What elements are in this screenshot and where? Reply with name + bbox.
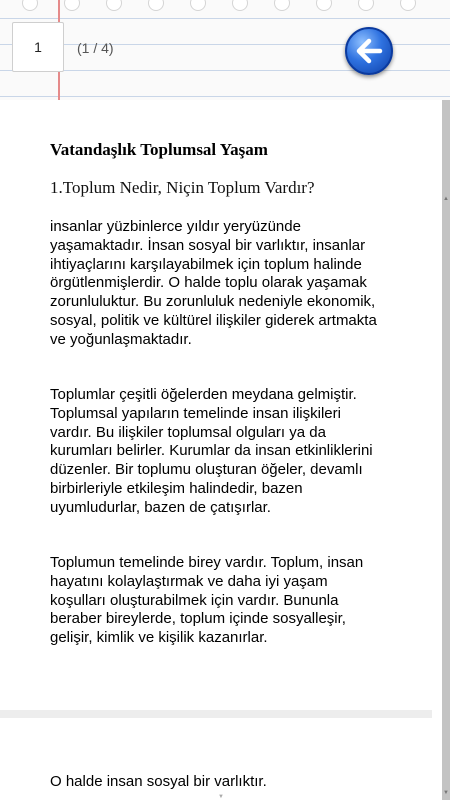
page-divider — [0, 710, 432, 718]
binder-ring-icon — [64, 0, 80, 11]
binder-ring-icon — [106, 0, 122, 11]
notebook-line — [0, 96, 450, 97]
page-number-box[interactable]: 1 — [12, 22, 64, 72]
section-heading: 1.Toplum Nedir, Niçin Toplum Vardır? — [50, 178, 315, 197]
scroll-down-icon[interactable]: ▼ — [443, 790, 449, 796]
paragraph: Toplumlar çeşitli öğelerden meydana gelmiştir. Toplumsal yapıların temelinde insan ilişkileri vardır. Bu ilişkiler toplumsal olguları ya da kurumları belirler. Kurumlar da insan etkinliklerini düzenler. Bir toplumu oluşturan öğeler, devamlı birbirleriyle etkileşim halindedir, bazen uyumludurlar, bazen de çatışırlar. — [50, 386, 373, 516]
scrollbar-thumb[interactable] — [442, 100, 450, 800]
binder-ring-icon — [148, 0, 164, 11]
binder-ring-icon — [190, 0, 206, 11]
notebook-line — [0, 18, 450, 19]
paragraph: Toplumun temelinde birey vardır. Toplum, insan hayatını kolaylaştırmak ve daha iyi yaşam koşulları oluşturabilmek için vardır. Bununla beraber bireylerde, toplum içinde sosyalleşir, gelişir, kimlik ve kişilik kazanırlar. — [50, 554, 364, 647]
paragraph: insanlar yüzbinlerce yıldır yeryüzünde yaşamaktadır. İnsan sosyal bir varlıktır, insanlar ihtiyaçlarını karşılayabilmek için toplum halinde örgütlenmişlerdir. O halde toplu olarak yaşamak zorunluluktur. Bu zorunluluk nedeniyle ekonomik, sosyal, politik ve kültürel ilişkiler giderek artmakta ve yoğunlaşmaktadır. — [50, 218, 377, 348]
scroll-up-icon[interactable]: ▲ — [443, 196, 449, 202]
page-count-label: (1 / 4) — [77, 40, 114, 56]
vertical-scrollbar[interactable] — [442, 100, 450, 800]
scroll-indicator-icon: ▼ — [218, 794, 224, 800]
binder-ring-icon — [400, 0, 416, 11]
document-title: Vatandaşlık Toplumsal Yaşam — [50, 140, 268, 159]
back-button[interactable] — [345, 27, 393, 75]
binder-ring-icon — [274, 0, 290, 11]
arrow-left-icon — [352, 34, 386, 68]
binder-ring-icon — [22, 0, 38, 11]
next-page-text: O halde insan sosyal bir varlıktır. — [50, 773, 267, 790]
notebook-header — [0, 0, 450, 100]
binder-ring-icon — [316, 0, 332, 11]
binder-ring-icon — [358, 0, 374, 11]
binder-ring-icon — [232, 0, 248, 11]
